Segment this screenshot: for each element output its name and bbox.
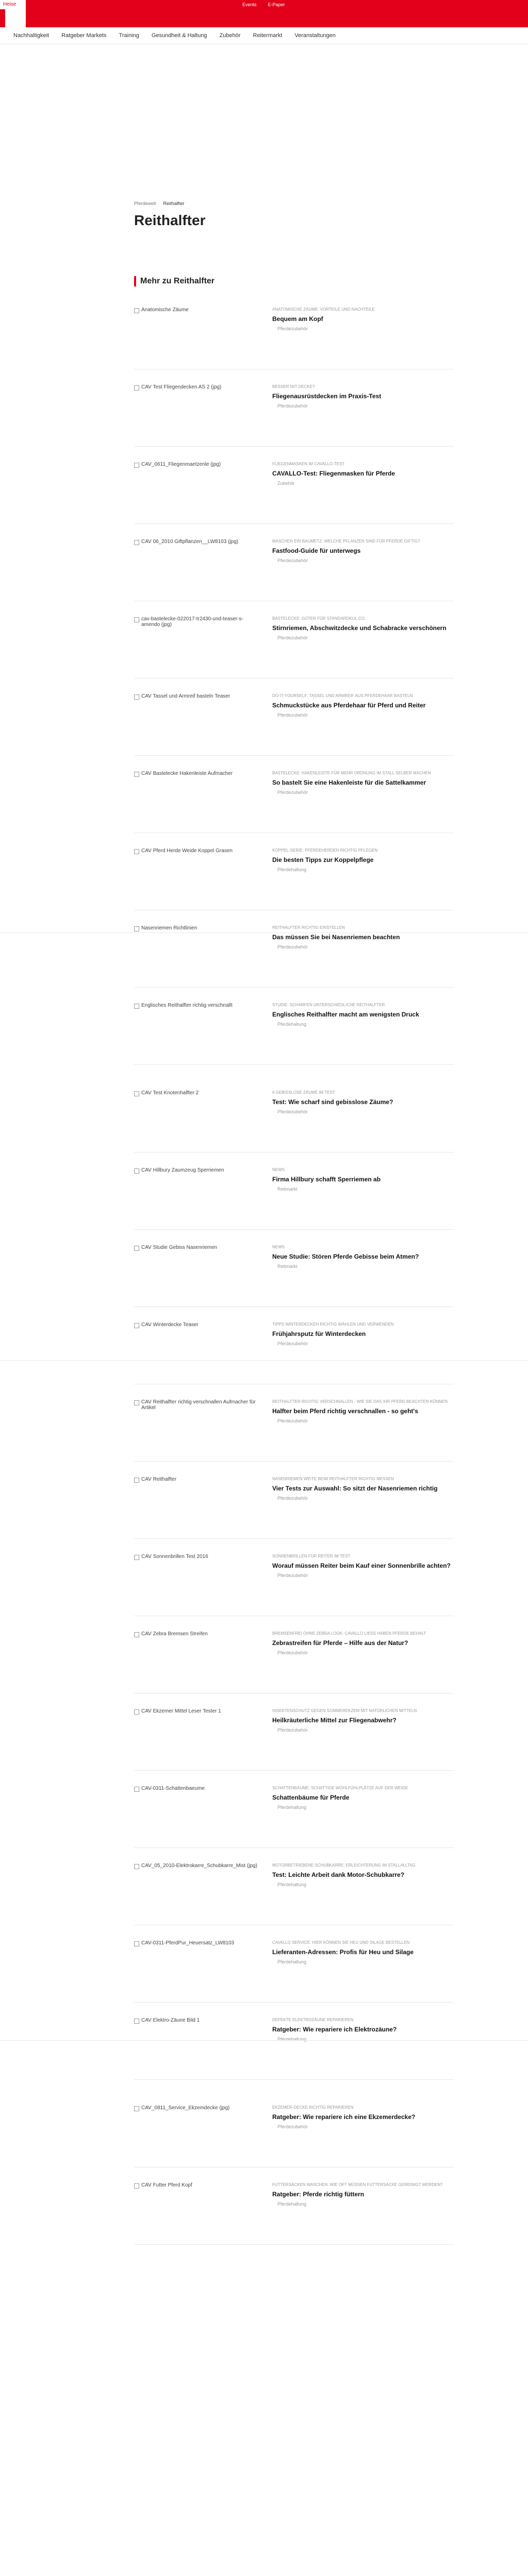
article-teaser[interactable] [134, 1167, 454, 1230]
article-image[interactable] [134, 2018, 258, 2069]
broken-image-icon [134, 694, 139, 700]
image-alt-text: CAV_0611_Fliegenmaetzenle (jpg) [141, 462, 221, 467]
article-category[interactable]: Pferdezubehör [277, 2124, 308, 2129]
main-nav [0, 27, 528, 44]
section-divider [0, 1360, 528, 1361]
article-teaser[interactable] [134, 1708, 454, 1771]
article-title[interactable]: Bequem am Kopf [272, 315, 323, 323]
article-image[interactable] [134, 539, 258, 590]
article-teaser[interactable] [134, 1245, 454, 1307]
article-category[interactable]: Pferdezubehör [277, 1109, 308, 1114]
header-logo-area[interactable] [5, 9, 26, 27]
article-kicker: SCHATTENBÄUME: SCHATTIGE WOHLFÜHLPLÄTZE AUF DER WEIDE [272, 1786, 408, 1790]
article-kicker: CAVALLO SERVICE: HIER KÖNNEN SIE HEU UND SILAGE BESTELLEN [272, 1940, 410, 1945]
broken-image-icon [134, 463, 139, 468]
article-kicker: NEWS [272, 1245, 285, 1249]
broken-image-icon [134, 1941, 139, 1946]
image-alt-text: cav-bastelecke-022017-tr2430-und-teaser-s-amendo (jpg) [141, 616, 243, 628]
image-alt-text: CAV Bastelecke Hakenleiste Aufmacher [141, 771, 233, 776]
broken-image-icon [134, 926, 139, 931]
article-kicker: NASENRIEMEN WEITE BEIM REITHALFTER RICHTIG MESSEN [272, 1477, 394, 1481]
broken-image-icon [134, 1004, 139, 1009]
article-kicker: DEFEKTE ELEKTROZÄUNE REPARIEREN [272, 2018, 354, 2022]
article-image[interactable] [134, 771, 258, 822]
article-category[interactable]: Pferdehaltung [277, 2201, 307, 2207]
article-teaser[interactable] [134, 2105, 454, 2167]
article-category[interactable]: Pferdezubehör [277, 326, 308, 331]
article-category[interactable]: Pferdezubehör [277, 944, 308, 950]
article-category[interactable]: Reitmarkt [277, 1187, 298, 1192]
broken-image-icon [134, 772, 139, 777]
article-kicker: STUDIE: SCHARFEN UNTERSCHIEDLICHE REITHALFTER [272, 1003, 385, 1007]
article-title[interactable]: Die besten Tipps zur Koppelpflege [272, 856, 374, 863]
article-category[interactable]: Pferdezubehör [277, 1418, 308, 1423]
article-category[interactable]: Pferdezubehör [277, 1573, 308, 1578]
article-title[interactable]: Ratgeber: Pferde richtig füttern [272, 2191, 365, 2198]
article-teaser[interactable] [134, 1090, 454, 1153]
image-alt-text: CAV Elektro-Zäune Bild 1 [141, 2018, 200, 2023]
article-category[interactable]: Pferdezubehör [277, 790, 308, 795]
nav-item[interactable]: Nachhaltigkeit [13, 32, 50, 39]
article-image[interactable] [134, 2182, 258, 2234]
image-alt-text: CAV Pferd Herde Weide Koppel Grasen [141, 848, 233, 854]
article-image[interactable] [134, 616, 258, 668]
breadcrumb [134, 201, 185, 206]
article-category[interactable]: Pferdezubehör [277, 713, 308, 718]
article-teaser[interactable] [134, 616, 454, 679]
article-image[interactable] [134, 307, 258, 359]
article-kicker: BESSER MIT DECKE? [272, 384, 315, 389]
article-teaser[interactable] [134, 1003, 454, 1065]
article-category[interactable]: Pferdezubehör [277, 1727, 308, 1733]
article-teaser[interactable] [134, 307, 454, 369]
article-title[interactable]: Schmuckstücke aus Pferdehaar für Pferd und Reiter [272, 702, 426, 709]
broken-image-icon [134, 1246, 139, 1251]
broken-image-icon [134, 1091, 139, 1096]
article-title[interactable]: Lieferanten-Adressen: Profis für Heu und Silage [272, 1948, 414, 1956]
article-image[interactable] [134, 693, 258, 745]
image-alt-text: CAV Sonnenbrillen Test 2016 [141, 1554, 208, 1560]
article-image[interactable] [134, 1554, 258, 1605]
image-alt-text: CAV Futter Pferd Kopf [141, 2182, 192, 2188]
broken-image-icon [134, 540, 139, 545]
article-category[interactable]: Pferdehaltung [277, 1882, 307, 1887]
article-category[interactable]: Pferdehaltung [277, 2037, 307, 2042]
article-image[interactable] [134, 1322, 258, 1374]
article-title[interactable]: Vier Tests zur Auswahl: So sitzt der Nasenriemen richtig [272, 1485, 438, 1492]
article-image[interactable] [134, 384, 258, 436]
article-teaser[interactable] [134, 1322, 454, 1384]
article-category[interactable]: Pferdehaltung [277, 1959, 307, 1964]
article-image[interactable] [134, 2105, 258, 2157]
breadcrumb-current: Reithalfter [163, 201, 185, 206]
article-kicker: FLIEGENMASKEN IM CAVALLO-TEST [272, 462, 345, 466]
article-kicker: INSEKTENSCHUTZ GEGEN SOMMEREKZEM MIT NATÜRLICHEN MITTELN [272, 1708, 417, 1713]
nav-item[interactable]: Veranstaltungen [294, 32, 336, 39]
article-teaser[interactable] [134, 462, 454, 524]
broken-image-icon [134, 1400, 139, 1405]
broken-image-icon [134, 308, 139, 313]
article-image[interactable] [134, 1399, 258, 1451]
article-category[interactable]: Reitmarkt [277, 1264, 298, 1269]
broken-image-icon [134, 1555, 139, 1560]
article-image[interactable] [134, 1003, 258, 1054]
image-alt-text: CAV-0311-Schattenbaeume [141, 1786, 205, 1791]
article-image[interactable] [134, 462, 258, 513]
header-bar [0, 9, 528, 27]
article-kicker: FUTTERSÄCKEN WASCHEN: WIE OFT MÜSSEN FUTTERSÄCKE GEREINIGT WERDEN? [272, 2182, 443, 2187]
nav-item[interactable]: Gesundheit & Haltung [151, 32, 207, 39]
top-link-epaper[interactable]: E-Paper [268, 2, 285, 7]
article-kicker: NEWS [272, 1167, 285, 1172]
article-teaser[interactable] [134, 925, 454, 988]
article-kicker: BASTELECKE: HAKENLEISTE FÜR MEHR ORDNUNG IM STALL SELBER MACHEN [272, 771, 431, 775]
broken-image-icon [134, 1168, 139, 1174]
top-bar [0, 0, 528, 9]
article-image[interactable] [134, 1477, 258, 1528]
article-category[interactable]: Pferdehaltung [277, 867, 307, 872]
article-teaser[interactable] [134, 1399, 454, 1462]
article-teaser[interactable] [134, 1786, 454, 1848]
article-category[interactable]: Pferdehaltung [277, 1022, 307, 1027]
brand-logo[interactable]: Heise [0, 0, 26, 9]
article-title[interactable]: Ratgeber: Wie repariere ich Elektrozäune? [272, 2026, 397, 2033]
article-image[interactable] [134, 1631, 258, 1683]
nav-item[interactable]: Ratgeber Markets [61, 32, 107, 39]
image-alt-text: CAV Tassel und Armreif basteln Teaser [141, 693, 230, 699]
article-title[interactable]: Fliegenausrüstdecken im Praxis-Test [272, 393, 382, 400]
image-alt-text: Nasenriemen Richtlinien [141, 925, 197, 931]
broken-image-icon [134, 849, 139, 854]
article-kicker: BREMSENFREI OHNE ZEBRA LOOK: CAVALLO LIESS HABEN PFERDE BEHALT [272, 1631, 426, 1636]
article-kicker: MASCHEN EIN BAUMETZ: WELCHE PFLANZEN SIND FÜR PFERDE GIFTIG? [272, 539, 420, 544]
article-kicker: ANATOMISCHE ZÄUME: VORTEILE UND NACHTEILE [272, 307, 375, 312]
image-alt-text: CAV Test Fliegendecken AS 2 (jpg) [141, 384, 222, 390]
article-teaser[interactable] [134, 693, 454, 756]
image-alt-text: Englisches Reithalfter richtig verschnallt [141, 1003, 233, 1008]
article-kicker: SONNENBRILLEN FÜR REITER IM TEST [272, 1554, 351, 1558]
image-alt-text: CAV Test Knotenhalfter 2 [141, 1090, 199, 1096]
article-image[interactable] [134, 1708, 258, 1760]
article-title[interactable]: Heilkräuterliche Mittel zur Fliegenabwehr? [272, 1717, 397, 1724]
breadcrumb-item[interactable]: Pferdewelt [134, 201, 156, 206]
image-alt-text: CAV-0311-PferdPur_Heuersatz_LW8103 [141, 1940, 235, 1946]
article-image[interactable] [134, 1245, 258, 1296]
top-link-events[interactable]: Events [242, 2, 257, 7]
broken-image-icon [134, 617, 139, 622]
article-category[interactable]: Pferdezubehör [277, 1341, 308, 1346]
article-category[interactable]: Pferdezubehör [277, 635, 308, 640]
article-kicker: REITHALFTER RICHTIG VERSCHNALLEN - WIE SIE DAS IHR PFERD BEACHTEN KÖNNEN [272, 1399, 448, 1404]
article-title[interactable]: So bastelt Sie eine Hakenleiste für die Sattelkammer [272, 779, 426, 786]
article-title[interactable]: Zebrastreifen für Pferde – Hilfe aus der Natur? [272, 1639, 408, 1647]
article-title[interactable]: Fastfood-Guide für unterwegs [272, 547, 361, 554]
article-teaser[interactable] [134, 848, 454, 910]
article-teaser[interactable] [134, 539, 454, 601]
article-teaser[interactable] [134, 771, 454, 833]
article-kicker: REITHALFTER RICHTIG EINSTELLEN [272, 925, 345, 930]
top-links [242, 0, 285, 9]
article-title[interactable]: Worauf müssen Reiter beim Kauf einer Sonnenbrille achten? [272, 1562, 451, 1569]
image-alt-text: CAV Studie Gebiss Nasenriemen [141, 1245, 218, 1250]
article-title[interactable]: Test: Wie scharf sind gebisslose Zäume? [272, 1098, 393, 1106]
article-image[interactable] [134, 925, 258, 977]
article-title[interactable]: Das müssen Sie bei Nasenriemen beachten [272, 934, 400, 941]
article-category[interactable]: Pferdezubehör [277, 558, 308, 563]
article-title[interactable]: CAVALLO-Test: Fliegenmasken für Pferde [272, 470, 395, 477]
section-heading: Mehr zu Reithalfter [134, 276, 214, 286]
image-alt-text: CAV 06_2010 Giftpflanzen__LW8103 (jpg) [141, 539, 239, 545]
nav-item[interactable]: Reitermarkt [253, 32, 283, 39]
image-alt-text: CAV Reithalfter richtig verschnallen Aufmacher für Artikel [141, 1399, 256, 1411]
article-title[interactable]: Frühjahrsputz für Winterdecken [272, 1330, 366, 1337]
broken-image-icon [134, 1478, 139, 1483]
nav-item[interactable]: Training [119, 32, 139, 39]
image-alt-text: CAV_0811_Service_Ekzemdecke (jpg) [141, 2105, 230, 2111]
article-title[interactable]: Halfter beim Pferd richtig verschnallen - so geht's [272, 1408, 418, 1415]
article-kicker: BASTELECKE: GÜTER FÜR STANDARDKUL.CO. [272, 616, 366, 621]
article-image[interactable] [134, 848, 258, 900]
article-kicker: DO-IT-YOURSELF: TASSEL UND ARMREIF AUS PFERDEHAAR BASTELN [272, 693, 413, 698]
article-teaser[interactable] [134, 1940, 454, 2003]
article-teaser[interactable] [134, 1554, 454, 1616]
article-teaser[interactable] [134, 1631, 454, 1693]
image-alt-text: CAV Hillbury Zaumzeug Sperriemen [141, 1167, 224, 1173]
nav-item[interactable]: Zubehör [219, 32, 241, 39]
article-category[interactable]: Pferdezubehör [277, 1650, 308, 1655]
image-alt-text: CAV Reithalfter [141, 1477, 177, 1482]
article-title[interactable]: Neue Studie: Stören Pferde Gebisse beim Atmen? [272, 1253, 419, 1260]
article-category[interactable]: Pferdehaltung [277, 1805, 307, 1810]
article-kicker: EKZEMER-DECKE RICHTIG REPARIEREN [272, 2105, 354, 2110]
article-kicker: MOTORBETRIEBENE SCHUBKARRE: ERLEICHTERUNG IM STALLALLTAG [272, 1863, 416, 1868]
article-teaser[interactable] [134, 384, 454, 447]
article-category[interactable]: Pferdezubehör [277, 1496, 308, 1501]
article-kicker: 6 GEBISSLOSE ZÄUME IM TEST [272, 1090, 335, 1095]
broken-image-icon [134, 385, 139, 391]
article-category[interactable]: Pferdezubehör [277, 403, 308, 409]
article-kicker: TIPPS WINTERDECKEN RICHTIG WÄHLEN UND VERWENDEN [272, 1322, 394, 1327]
image-alt-text: CAV Zebra Bremsen Streifen [141, 1631, 208, 1637]
broken-image-icon [134, 1787, 139, 1792]
broken-image-icon [134, 2019, 139, 2024]
article-title[interactable]: Ratgeber: Wie repariere ich eine Ekzemerdecke? [272, 2113, 416, 2121]
broken-image-icon [134, 2106, 139, 2111]
broken-image-icon [134, 1632, 139, 1637]
article-image[interactable] [134, 1090, 258, 1142]
article-image[interactable] [134, 1786, 258, 1837]
article-teaser[interactable] [134, 2018, 454, 2080]
broken-image-icon [134, 1709, 139, 1715]
article-title[interactable]: Stirnriemen, Abschwitzdecke und Schabracke verschönern [272, 624, 447, 632]
article-title[interactable]: Schattenbäume für Pferde [272, 1794, 350, 1801]
image-alt-text: Anatomische Zäume [141, 307, 189, 313]
section-divider [0, 2040, 528, 2041]
broken-image-icon [134, 2183, 139, 2189]
article-category[interactable]: Zubehör [277, 481, 295, 486]
article-image[interactable] [134, 1863, 258, 1914]
broken-image-icon [134, 1323, 139, 1328]
article-title[interactable]: Firma Hillbury schafft Sperriemen ab [272, 1176, 381, 1183]
image-alt-text: CAV Winterdecke Teaser [141, 1322, 199, 1328]
broken-image-icon [134, 1864, 139, 1869]
article-teaser[interactable] [134, 2182, 454, 2245]
article-teaser[interactable] [134, 1863, 454, 1925]
article-title[interactable]: Englisches Reithalfter macht am wenigsten Druck [272, 1011, 419, 1018]
page-title: Reithalfter [134, 212, 206, 228]
article-teaser[interactable] [134, 1477, 454, 1539]
article-kicker: KOPPEL-SERIE: PFERDEHERDEN RICHTIG PFLEGEN [272, 848, 378, 853]
article-title[interactable]: Test: Leichte Arbeit dank Motor-Schubkarre? [272, 1871, 405, 1878]
article-image[interactable] [134, 1167, 258, 1219]
image-alt-text: CAV Ekzemer Mittel Leser Tester 1 [141, 1708, 221, 1714]
image-alt-text: CAV_05_2010-Elektrokarre_Schubkarre_Mist (jpg) [141, 1863, 257, 1869]
article-image[interactable] [134, 1940, 258, 1992]
